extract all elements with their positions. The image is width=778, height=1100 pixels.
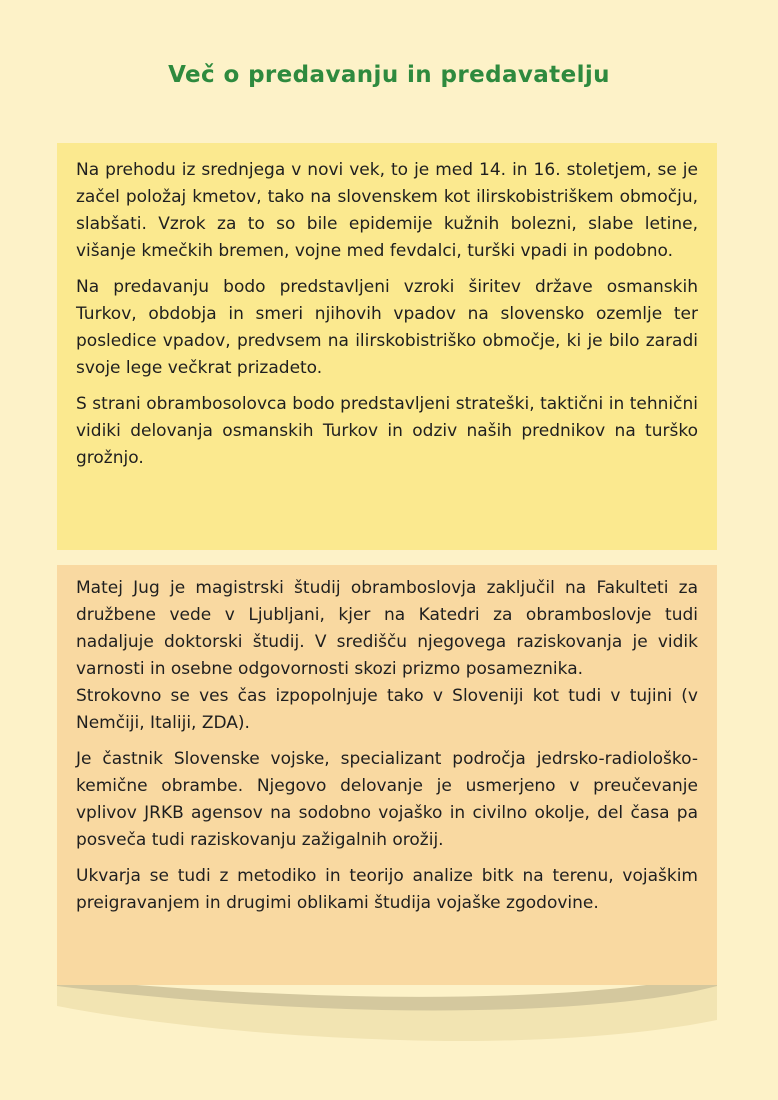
lecture-paragraph-1: Na prehodu iz srednjega v novi vek, to je med 14. in 16. stoletjem, se je začel položaj kmetov, tako na slovenskem kot ilirskobistriškem območju, slabšati. Vzrok za to so bile epidemije kužnih bolezni, slabe letine, višanje kmečkih bremen, vojne med fevdalci, turški vpadi in podobno. — [76, 160, 698, 261]
lecturer-paragraph-3: Je častnik Slovenske vojske, specializant področja jedrsko-radiološko-kemične obrambe. Njegovo delovanje je usmerjeno v preučevanje vplivov JRKB agensov na sodobno vojaško in civilno okolje, del časa pa posveča tudi raziskovanju zažigalnih orožij. — [76, 749, 698, 850]
lecturer-paragraph-1: Matej Jug je magistrski študij obramboslovja zaključil na Fakulteti za družbene vede v Ljubljani, kjer na Katedri za obramboslovje tudi nadaljuje doktorski študij. V središču njegovega raziskovanja je vidik varnosti in osebne odgovornosti skozi prizmo posameznika. — [76, 578, 698, 679]
lecturer-paragraph-4: Ukvarja se tudi z metodiko in teorijo analize bitk na terenu, vojaškim preigravanjem in drugimi oblikami študija vojaške zgodovine. — [76, 866, 698, 913]
page-title: Več o predavanju in predavatelju — [168, 62, 610, 88]
lecturer-bio-box — [57, 565, 717, 985]
lecturer-paragraph-2: Strokovno se ves čas izpopolnjuje tako v Sloveniji kot tudi v tujini (v Nemčiji, Italiji, ZDA). — [76, 686, 698, 733]
lecture-paragraph-3: S strani obrambosolovca bodo predstavljeni strateški, taktični in tehnični vidiki delovanja osmanskih Turkov in odziv naših prednikov na turško grožnjo. — [76, 394, 698, 468]
lecture-description-box — [57, 143, 717, 550]
lecture-paragraph-2: Na predavanju bodo predstavljeni vzroki širitev države osmanskih Turkov, obdobja in smeri njihovih vpadov na slovensko ozemlje ter posledice vpadov, predvsem na ilirskobistriško območje, ki je bilo zaradi svoje lege večkrat prizadeto. — [76, 277, 698, 378]
